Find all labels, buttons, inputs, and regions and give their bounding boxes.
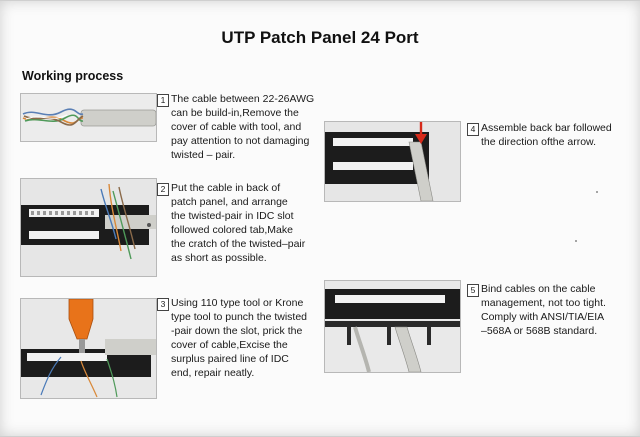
step-5-photo bbox=[324, 280, 461, 373]
step-2-number: 2 bbox=[157, 183, 169, 196]
section-heading: Working process bbox=[22, 69, 124, 83]
stripped-cable-illustration bbox=[21, 94, 156, 141]
cable-management-illustration bbox=[325, 281, 460, 372]
step-5-text: Bind cables on the cable management, not too tight. Comply with ANSI/TIA/EIA –568A or 568B standard. bbox=[481, 283, 606, 337]
scan-speck bbox=[575, 240, 577, 242]
step-2-photo bbox=[20, 178, 157, 277]
step-3-photo bbox=[20, 298, 157, 399]
step-3-number: 3 bbox=[157, 298, 169, 311]
step-2-text: Put the cable in back of patch panel, and arrange the twisted-pair in IDC slot followed colored tab,Make the cratch of the twisted–pair as short as possible. bbox=[171, 182, 306, 264]
panel-back-illustration bbox=[21, 179, 156, 276]
step-4-text: Assemble back bar followed the direction ofthe arrow. bbox=[481, 122, 612, 148]
step-1-text: The cable between 22-26AWG can be build-in,Remove the cover of cable with tool, and pay attention to not damaging twisted – pair. bbox=[171, 93, 315, 161]
back-bar-illustration bbox=[325, 122, 460, 201]
step-4-number: 4 bbox=[467, 123, 479, 136]
step-1-photo bbox=[20, 93, 157, 142]
punch-tool-illustration bbox=[21, 299, 156, 398]
step-4-photo bbox=[324, 121, 461, 202]
step-1-number: 1 bbox=[157, 94, 169, 107]
step-3-text: Using 110 type tool or Krone type tool to punch the twisted -pair down the slot, prick the cover of cable,Excise the surplus paired line of IDC end, repair neatly. bbox=[171, 297, 308, 379]
scan-speck bbox=[596, 191, 598, 193]
step-5-number: 5 bbox=[467, 284, 479, 297]
page-title: UTP Patch Panel 24 Port bbox=[221, 28, 419, 47]
